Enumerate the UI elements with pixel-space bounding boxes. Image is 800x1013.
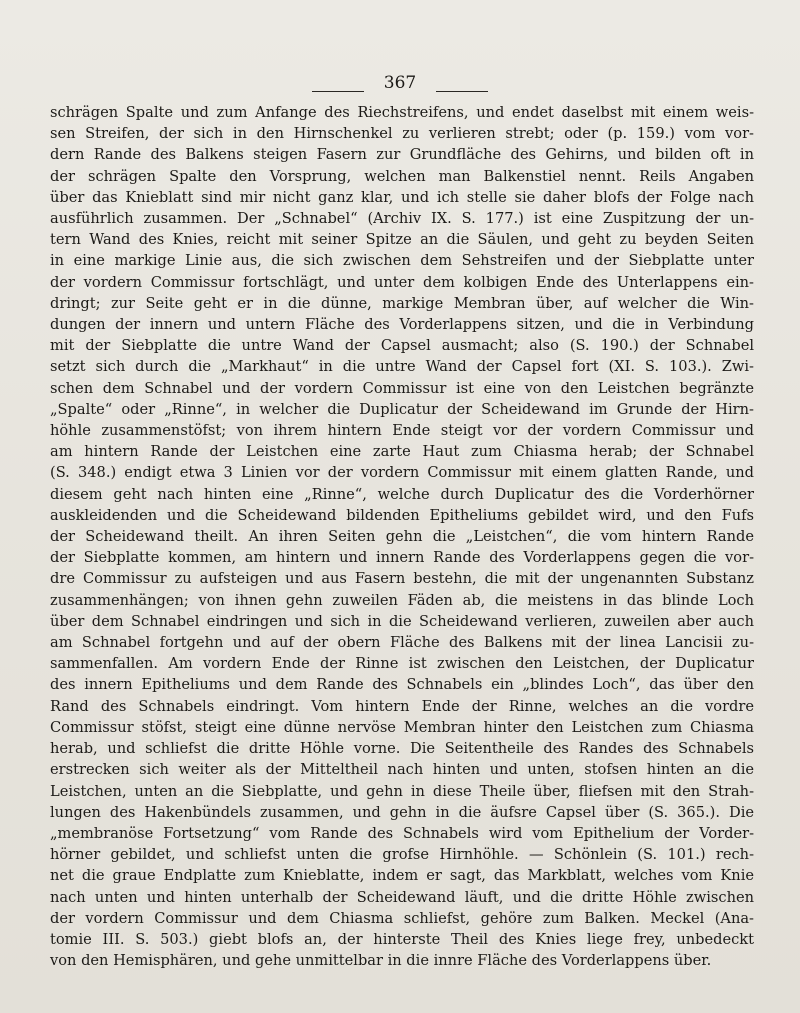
text-line: der schrägen Spalte den Vorsprung, welchen man Balkenstiel nennt. Reils Angaben <box>50 167 754 185</box>
text-line: setzt sich durch die „Markhaut“ in die untre Wand der Capsel fort (XI. S. 103.). Zwi- <box>50 358 754 376</box>
text-line: net die graue Endplatte zum Knieblatte, indem er sagt, das Markblatt, welches vom Knie <box>50 867 754 885</box>
text-line: hörner gebildet, und schliefst unten die grofse Hirnhöhle. — Schönlein (S. 101.) rech- <box>50 846 754 864</box>
page-header <box>0 70 800 100</box>
page-number: 367 <box>383 73 417 93</box>
text-line: über das Knieblatt sind mir nicht ganz klar, und ich stelle sie daher blofs der Folge nach <box>50 188 754 206</box>
text-line: sen Streifen, der sich in den Hirnschenkel zu verlieren strebt; oder (p. 159.) vom vor- <box>50 125 754 143</box>
text-line: sammenfallen. Am vordern Ende der Rinne ist zwischen den Leistchen, der Duplicatur <box>50 655 754 673</box>
text-line: auskleidenden und die Scheidewand bildenden Epitheliums gebildet wird, und den Fufs <box>50 506 754 524</box>
text-line: in eine markige Linie aus, die sich zwischen dem Sehstreifen und der Siebplatte unter <box>50 252 754 270</box>
text-line: „Spalte“ oder „Rinne“, in welcher die Duplicatur der Scheidewand im Grunde der Hirn- <box>50 400 754 418</box>
text-line: mit der Siebplatte die untre Wand der Capsel ausmacht; also (S. 190.) der Schnabel <box>50 337 754 355</box>
text-line: über dem Schnabel eindringen und sich in die Scheidewand verlieren, zuweilen aber auch <box>50 612 754 630</box>
text-line: der vordern Commissur und dem Chiasma schliefst, gehöre zum Balken. Meckel (Ana- <box>50 909 754 927</box>
text-line: Rand des Schnabels eindringt. Vom hintern Ende der Rinne, welches an die vordre <box>50 697 754 715</box>
text-line: lungen des Hakenbündels zusammen, und gehn in die äufsre Capsel über (S. 365.). Die <box>50 803 754 821</box>
body-text <box>50 102 754 971</box>
text-line: der vordern Commissur fortschlägt, und unter dem kolbigen Ende des Unterlappens ein- <box>50 273 754 291</box>
text-line: Leistchen, unten an die Siebplatte, und gehn in diese Theile über, fliefsen mit den Strah- <box>50 782 754 800</box>
header-rule-right <box>436 91 488 92</box>
text-line: zusammenhängen; von ihnen gehn zuweilen Fäden ab, die meistens in das blinde Loch <box>50 591 754 609</box>
text-line: „membranöse Fortsetzung“ vom Rande des Schnabels wird vom Epithelium der Vorder- <box>50 824 754 842</box>
text-line: dringt; zur Seite geht er in die dünne, markige Membran über, auf welcher die Win- <box>50 294 754 312</box>
text-line: am Schnabel fortgehn und auf der obern Fläche des Balkens mit der linea Lancisii zu- <box>50 634 754 652</box>
text-line: höhle zusammenstöfst; von ihrem hintern Ende steigt vor der vordern Commissur und <box>50 422 754 440</box>
text-line: tern Wand des Knies, reicht mit seiner Spitze an die Säulen, und geht zu beyden Seiten <box>50 231 754 249</box>
text-line: dern Rande des Balkens steigen Fasern zur Grundfläche des Gehirns, und bilden oft in <box>50 146 754 164</box>
text-line: herab, und schliefst die dritte Höhle vorne. Die Seitentheile des Randes des Schnabels <box>50 740 754 758</box>
text-line: diesem geht nach hinten eine „Rinne“, welche durch Duplicatur des die Vorderhörner <box>50 485 754 503</box>
text-line: erstrecken sich weiter als der Mitteltheil nach hinten und unten, stofsen hinten an die <box>50 761 754 779</box>
text-line: der Scheidewand theilt. An ihren Seiten gehn die „Leistchen“, die vom hintern Rande <box>50 528 754 546</box>
text-line: schrägen Spalte und zum Anfange des Riechstreifens, und endet daselbst mit einem weis- <box>50 104 754 121</box>
text-line: (S. 348.) endigt etwa 3 Linien vor der vordern Commissur mit einem glatten Rande, und <box>50 464 754 482</box>
text-line: tomie III. S. 503.) giebt blofs an, der hinterste Theil des Knies liege frey, unbedeckt <box>50 930 754 948</box>
text-line: dungen der innern und untern Fläche des Vorderlappens sitzen, und die in Verbindung <box>50 316 754 334</box>
text-line: Commissur stöfst, steigt eine dünne nervöse Membran hinter den Leistchen zum Chiasma <box>50 718 754 736</box>
header-rule-left <box>312 91 364 92</box>
text-line: am hintern Rande der Leistchen eine zarte Haut zum Chiasma herab; der Schnabel <box>50 443 754 461</box>
text-line: der Siebplatte kommen, am hintern und innern Rande des Vorderlappens gegen die vor- <box>50 549 754 567</box>
text-line: dre Commissur zu aufsteigen und aus Fasern bestehn, die mit der ungenannten Substanz <box>50 570 754 588</box>
text-line: ausführlich zusammen. Der „Schnabel“ (Archiv IX. S. 177.) ist eine Zuspitzung der un- <box>50 210 754 228</box>
text-line: schen dem Schnabel und der vordern Commissur ist eine von den Leistchen begränzte <box>50 379 754 397</box>
text-line: des innern Epitheliums und dem Rande des Schnabels ein „blindes Loch“, das über den <box>50 676 754 694</box>
text-line: von den Hemisphären, und gehe unmittelbar in die innre Fläche des Vorderlappens über. <box>50 952 712 970</box>
text-line: nach unten und hinten unterhalb der Scheidewand läuft, und die dritte Höhle zwischen <box>50 888 754 906</box>
